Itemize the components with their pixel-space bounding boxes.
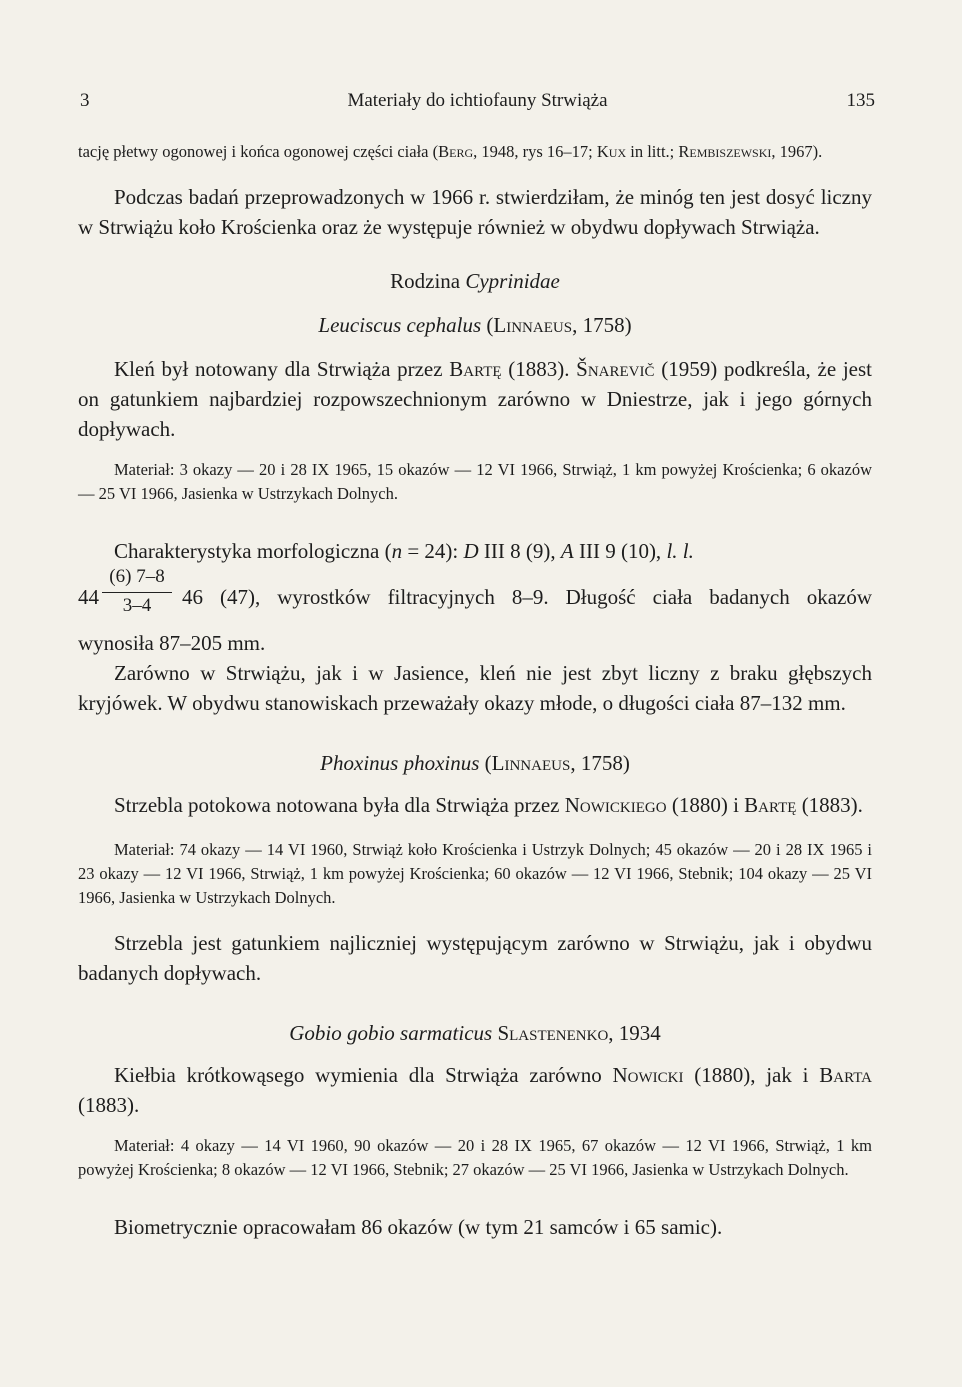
formula-denominator: 3–4: [122, 595, 152, 616]
formula-fraction: [102, 566, 172, 617]
intro-continuation: tację płetwy ogonowej i końca ogonowej części ciała (Berg, 1948, rys 16–17; Kux in litt.; Rembiszewski, 1967).: [78, 142, 823, 161]
author-kux: Kux: [596, 142, 627, 161]
formula-lead: 44: [78, 585, 99, 609]
leuciscus-length: wynosiła 87–205 mm.: [78, 631, 266, 655]
species-heading-gobio: Gobio gobio sarmaticus Slastenenko, 1934: [289, 1021, 661, 1045]
lamprey-paragraph: Podczas badań przeprowadzonych w 1966 r. stwierdziłam, że minóg ten jest dosyć liczny w Strwiążu koło Krościenka oraz że występuje również w obydwu dopływach Strwiąża.: [78, 185, 872, 239]
header-page-number: 135: [846, 90, 875, 111]
gobio-biometry-paragraph: Biometrycznie opracowałam 86 okazów (w tym 21 samców i 65 samic).: [114, 1215, 723, 1239]
scale-formula: [78, 566, 872, 628]
leuciscus-paragraph: Kleń był notowany dla Strwiąża przez Bartę (1883). Šnarevič (1959) podkreśla, że jest on gatunkiem najbardziej rozpowszechnionym zarówno w Dniestrze, jak i jego górnych dopływach.: [78, 357, 872, 441]
gobio-paragraph: Kiełbia krótkowąsego wymienia dla Strwiąża zarówno Nowicki (1880), jak i Barta (1883).: [78, 1063, 872, 1117]
fraction-bar: [102, 592, 172, 593]
phoxinus-paragraph: Strzebla potokowa notowana była dla Strwiąża przez Nowickiego (1880) i Bartę (1883).: [114, 793, 863, 817]
leuciscus-material: Materiał: 3 okazy — 20 i 28 IX 1965, 15 okazów — 12 VI 1966, Strwiąż, 1 km powyżej Krościenka; 6 okazów — 25 VI 1966, Jasienka w Ustrzykach Dolnych.: [78, 460, 872, 503]
author-rembiszewski: Rembiszewski: [678, 142, 772, 161]
leuciscus-habitat-paragraph: Zarówno w Strwiążu, jak i w Jasience, kleń nie jest zbyt liczny z braku głębszych kryjówek. W obydwu stanowiskach przeważały okazy młode, o długości ciała 87–132 mm.: [78, 661, 872, 715]
header-issue-number: 3: [80, 90, 90, 111]
author-berg: Berg: [438, 142, 474, 161]
leuciscus-characteristics: Charakterystyka morfologiczna (n = 24): D III 8 (9), A III 9 (10), l. l.: [114, 539, 694, 563]
gobio-material: Materiał: 4 okazy — 14 VI 1960, 90 okazów — 20 i 28 IX 1965, 67 okazów — 12 VI 1966, Strwiąż, 1 km powyżej Krościenka; 8 okazów — 12 VI 1966, Stebnik; 27 okazów — 25 VI 1966, Jasienka w Ustrzykach Dolnych.: [78, 1136, 872, 1179]
header-running-title: Materiały do ichtiofauny Strwiąża: [347, 90, 608, 111]
phoxinus-material: Materiał: 74 okazy — 14 VI 1960, Strwiąż koło Krościenka i Ustrzyk Dolnych; 45 okazów — 20 i 28 IX 1965 i 23 okazy — 12 VI 1966, Strwiąż, 1 km powyżej Krościenka; 60 okazów — 12 VI 1966, Stebnik; 104 okazy — 25 VI 1966, Jasienka w Ustrzykach Dolnych.: [78, 840, 872, 907]
family-heading: Rodzina Cyprinidae: [390, 269, 560, 293]
species-heading-leuciscus: Leuciscus cephalus (Linnaeus, 1758): [318, 313, 632, 337]
page-body: [78, 140, 872, 1242]
phoxinus-abundance-paragraph: Strzebla jest gatunkiem najliczniej występującym zarówno w Strwiążu, jak i obydwu badanych dopływach.: [78, 931, 872, 985]
formula-numerator: (6) 7–8: [109, 566, 165, 587]
species-heading-phoxinus: Phoxinus phoxinus (Linnaeus, 1758): [320, 751, 630, 775]
formula-rest: 46 (47), wyrostków filtracyjnych 8–9. Długość ciała badanych okazów: [182, 585, 872, 609]
